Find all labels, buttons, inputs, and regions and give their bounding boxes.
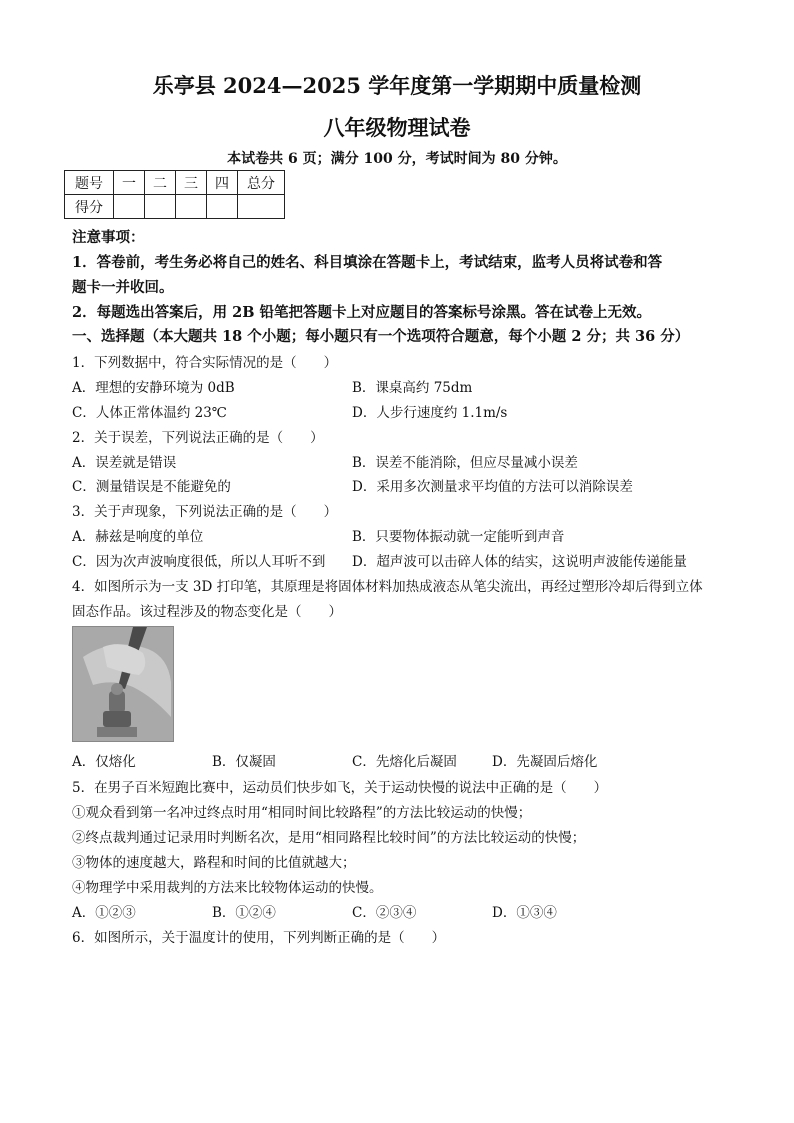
score-table bbox=[64, 170, 285, 219]
score-cell: 四 bbox=[207, 171, 238, 195]
score-input-cell[interactable] bbox=[114, 195, 145, 219]
exam-title: 乐亭县 2024—2025 学年度第一学期期中质量检测 bbox=[152, 73, 642, 98]
question-2-option-c: C．测量错误是不能避免的 bbox=[72, 479, 231, 495]
question-4-stem: 4．如图所示为一支 3D 打印笔，其原理是将固体材料加热成液态从笔尖流出，再经过塑形冷却后得到立体 bbox=[72, 579, 703, 595]
score-cell: 二 bbox=[145, 171, 176, 195]
note-1: 1．答卷前，考生务必将自己的姓名、科目填涂在答题卡上，考试结束，监考人员将试卷和答 bbox=[72, 254, 663, 271]
question-1-option-d: D．人步行速度约 1.1m/s bbox=[352, 405, 508, 421]
question-1-option-c: C．人体正常体温约 23℃ bbox=[72, 405, 227, 421]
question-3-option-a: A．赫兹是响度的单位 bbox=[72, 529, 204, 545]
exam-subtitle: 八年级物理试卷 bbox=[323, 115, 471, 140]
score-input-cell[interactable] bbox=[145, 195, 176, 219]
score-input-cell[interactable] bbox=[207, 195, 238, 219]
question-4-option-a: A．仅熔化 bbox=[72, 754, 136, 770]
question-1-stem: 1．下列数据中，符合实际情况的是（ ） bbox=[72, 355, 338, 371]
question-2-option-b: B．误差不能消除，但应尽量减小误差 bbox=[352, 455, 578, 471]
note-2: 2．每题选出答案后，用 2B 铅笔把答题卡上对应题目的答案标号涂黑。答在试卷上无效。 bbox=[72, 304, 652, 321]
question-2-stem: 2．关于误差，下列说法正确的是（ ） bbox=[72, 430, 324, 446]
question-4-option-b: B．仅凝固 bbox=[212, 754, 276, 770]
score-input-cell[interactable] bbox=[238, 195, 285, 219]
question-6-stem: 6．如图所示，关于温度计的使用，下列判断正确的是（ ） bbox=[72, 930, 446, 946]
question-5-option-d: D．①③④ bbox=[492, 905, 557, 921]
score-cell: 总分 bbox=[238, 171, 285, 195]
score-cell: 三 bbox=[176, 171, 207, 195]
question-4-option-c: C．先熔化后凝固 bbox=[352, 754, 457, 770]
question-4-option-d: D．先凝固后熔化 bbox=[492, 754, 598, 770]
section-1-heading: 一、选择题（本大题共 18 个小题；每小题只有一个选项符合题意，每个小题 2 分；共 36 分） bbox=[72, 328, 690, 345]
question-5-statement-2: ②终点裁判通过记录用时判断名次，是用“相同路程比较时间”的方法比较运动的快慢； bbox=[72, 830, 586, 846]
question-1-option-b: B．课桌高约 75dm bbox=[352, 380, 473, 396]
question-3-option-b: B．只要物体振动就一定能听到声音 bbox=[352, 529, 565, 545]
question-2-option-d: D．采用多次测量求平均值的方法可以消除误差 bbox=[352, 479, 633, 495]
question-5-statement-3: ③物体的速度越大，路程和时间的比值就越大； bbox=[72, 855, 356, 871]
question-3-option-c: C．因为次声波响度很低，所以人耳听不到 bbox=[72, 554, 326, 570]
question-5-statement-1: ①观众看到第一名冲过终点时用“相同时间比较路程”的方法比较运动的快慢； bbox=[72, 805, 532, 821]
3d-pen-photo bbox=[72, 626, 174, 742]
question-5-stem: 5．在男子百米短跑比赛中，运动员们快步如飞，关于运动快慢的说法中正确的是（ ） bbox=[72, 780, 608, 796]
score-cell: 得分 bbox=[65, 195, 114, 219]
question-5-option-a: A．①②③ bbox=[72, 905, 136, 921]
note-1-continued: 题卡一并收回。 bbox=[72, 279, 174, 296]
question-4-stem-continued: 固态作品。该过程涉及的物态变化是（ ） bbox=[72, 604, 342, 620]
question-2-option-a: A．误差就是错误 bbox=[72, 455, 177, 471]
score-input-cell[interactable] bbox=[176, 195, 207, 219]
question-5-option-b: B．①②④ bbox=[212, 905, 276, 921]
question-5-option-c: C．②③④ bbox=[352, 905, 417, 921]
question-3-stem: 3．关于声现象，下列说法正确的是（ ） bbox=[72, 504, 338, 520]
notes-heading: 注意事项： bbox=[72, 229, 145, 246]
question-1-option-a: A．理想的安静环境为 0dB bbox=[72, 380, 235, 396]
exam-info: 本试卷共 6 页；满分 100 分，考试时间为 80 分钟。 bbox=[227, 151, 567, 167]
score-table-header-row bbox=[65, 171, 285, 195]
question-5-statement-4: ④物理学中采用裁判的方法来比较物体运动的快慢。 bbox=[72, 880, 383, 896]
score-table-score-row bbox=[65, 195, 285, 219]
score-cell: 一 bbox=[114, 171, 145, 195]
question-3-option-d: D．超声波可以击碎人体的结实，这说明声波能传递能量 bbox=[352, 554, 687, 570]
score-cell: 题号 bbox=[65, 171, 114, 195]
